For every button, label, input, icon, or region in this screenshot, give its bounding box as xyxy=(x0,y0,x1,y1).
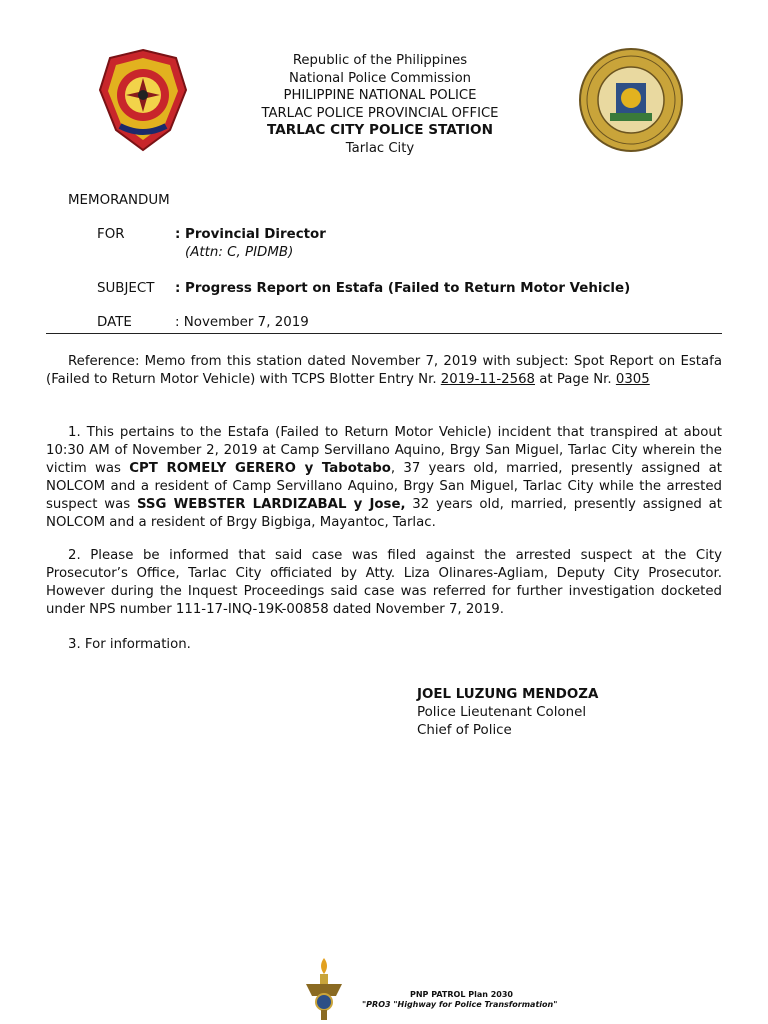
header-divider xyxy=(46,333,722,334)
paragraph-1 xyxy=(46,424,722,532)
header-line-napolcom: National Police Commission xyxy=(288,70,472,86)
para2-text: 2. Please be informed that said case was filed against the arrested suspect at the City Prosecutor’s Office, Tarlac City officiated by Atty. Liza Olinares-Agliam, Deputy City Prosecutor. However during the Inquest Proceedings said case was referred for further investigation docketed under NPS number 111-17-INQ-19K-00858 dated November 7, 2019. xyxy=(46,548,722,617)
letterhead xyxy=(210,52,550,157)
para3-text: 3. For information. xyxy=(68,637,191,652)
para1-text-c: 32 years old, married, presently assigned at NOLCOM and a resident of Brgy Bigbiga, Mayantoc, Tarlac. xyxy=(46,497,722,530)
para1-text-b: , 37 years old, married, presently assigned at NOLCOM and a resident of Camp Servillano Aquino, Brgy San Miguel, Tarlac City while the arrested suspect was xyxy=(46,461,722,512)
suspect-name: SSG WEBSTER LARDIZABAL y Jose, xyxy=(136,497,406,512)
footer-plan-title: PNP PATROL Plan 2030 xyxy=(410,990,513,999)
signatory-position: Chief of Police xyxy=(417,723,512,738)
page-number: 0305 xyxy=(615,372,650,387)
tarlac-city-seal xyxy=(578,47,684,153)
subject-value: : Progress Report on Estafa (Failed to Return Motor Vehicle) xyxy=(175,281,631,296)
pnp-badge-logo xyxy=(98,48,188,152)
blotter-entry: 2019-11-2568 xyxy=(440,372,535,387)
header-line-republic: Republic of the Philippines xyxy=(292,53,468,68)
patrol-plan-emblem xyxy=(300,956,348,1022)
header-line-pnp: PHILIPPINE NATIONAL POLICE xyxy=(283,88,477,103)
footer-slogan: "PRO3 "Highway for Police Transformation" xyxy=(362,1000,558,1009)
subject-label: SUBJECT xyxy=(97,281,155,296)
for-label: FOR xyxy=(97,227,125,242)
signatory-rank: Police Lieutenant Colonel xyxy=(417,705,587,720)
for-value: : Provincial Director xyxy=(175,227,326,242)
paragraph-3 xyxy=(46,636,722,654)
header-line-provincial-office: TARLAC POLICE PROVINCIAL OFFICE xyxy=(261,105,499,121)
date-value: : November 7, 2019 xyxy=(175,315,309,330)
date-label: DATE xyxy=(97,315,132,330)
for-attn: (Attn: C, PIDMB) xyxy=(185,245,294,260)
signature-block xyxy=(417,686,598,740)
reference-text-page: at Page Nr. xyxy=(535,372,616,387)
header-line-city: Tarlac City xyxy=(345,140,415,156)
paragraph-2 xyxy=(46,547,722,619)
para1-text-a: 1. This pertains to the Estafa (Failed to Return Motor Vehicle) incident that transpired at about 10:30 AM of November 2, 2019 at Camp Servillano Aquino, Brgy San Miguel, Tarlac City wherein the victim was xyxy=(46,425,722,476)
victim-name: CPT ROMELY GERERO y Tabotabo xyxy=(129,461,391,476)
signatory-name: JOEL LUZUNG MENDOZA xyxy=(417,687,599,702)
memo-title: MEMORANDUM xyxy=(68,193,170,208)
reference-paragraph xyxy=(46,353,722,389)
header-line-station: TARLAC CITY POLICE STATION xyxy=(267,122,493,138)
reference-text: Reference: Memo from this station dated November 7, 2019 with subject: Spot Report on Estafa (Failed to Return Motor Vehicle) with TCPS Blotter Entry Nr. xyxy=(46,354,722,387)
